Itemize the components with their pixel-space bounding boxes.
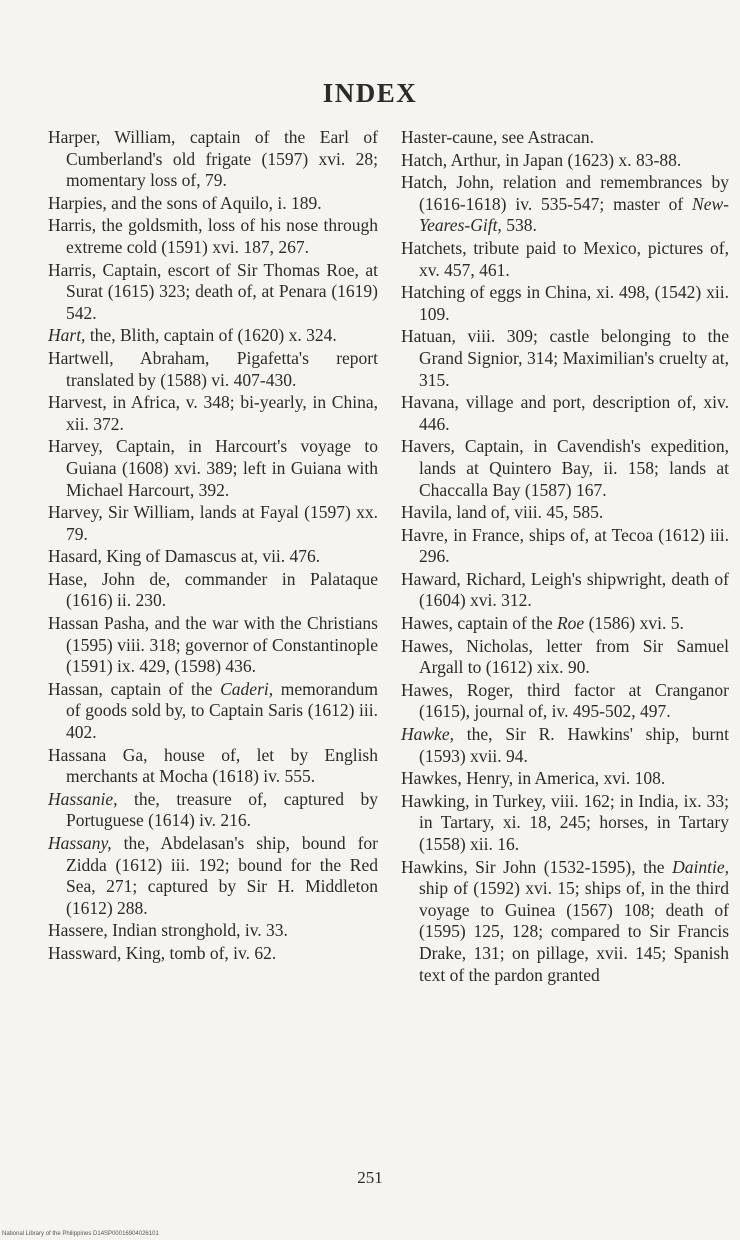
entry-text: Hassward, King, tomb of, iv. 62. xyxy=(48,942,277,963)
index-entry xyxy=(48,502,378,545)
entry-ship-name: Hart, xyxy=(48,325,86,346)
entry-text: Harris, the goldsmith, loss of his nose through extreme cold (1591) xvi. 187, 267. xyxy=(48,215,378,257)
entry-text: 538. xyxy=(501,215,537,236)
entry-ship-name: Hawke, xyxy=(401,724,454,745)
entry-text: the, Abdelasan's ship, bound for Zidda (1612) iii. 192; bound for the Red Sea, 271; captured by Sir H. Middleton (1612) 288. xyxy=(66,833,378,918)
entry-text: Hassana Ga, house of, let by English merchants at Mocha (1618) iv. 555. xyxy=(48,744,378,787)
index-entry xyxy=(48,943,378,965)
entry-text: Harpies, and the sons of Aquilo, i. 189. xyxy=(48,192,322,213)
index-entry xyxy=(48,392,378,435)
entry-text: Harris, Captain, escort of Sir Thomas Roe, at Surat (1615) 323; death of, at Penara (1619) 542. xyxy=(48,259,378,323)
entry-text: memorandum of goods sold by, to Captain Saris (1612) iii. 402. xyxy=(66,678,379,743)
index-entry xyxy=(48,833,378,919)
entry-text: Harvest, in Africa, v. 348; bi-yearly, in China, xii. 372. xyxy=(48,392,378,434)
entry-text: Hawkes, Henry, in America, xvi. 108. xyxy=(401,768,666,789)
entry-text: Hartwell, Abraham, Pigafetta's report translated by (1588) vi. 407-430. xyxy=(48,347,378,390)
library-footer: National Library of the Philippines D14SP00016904026101 xyxy=(2,1231,159,1237)
index-entry xyxy=(48,745,378,788)
index-entry xyxy=(401,502,729,524)
index-entry xyxy=(401,525,729,568)
index-entry xyxy=(48,789,378,832)
index-entry xyxy=(48,215,378,258)
entry-text: Harper, William, captain of the Earl of Cumberland's old frigate (1597) xvi. 28; momentary loss of, 79. xyxy=(48,127,378,191)
index-entry xyxy=(401,724,729,767)
index-entry xyxy=(401,326,729,391)
entry-ship-name: New-Yeares-Gift, xyxy=(419,193,729,236)
entry-ship-name: Hassanie, xyxy=(48,788,118,809)
entry-text: the, Blith, captain of (1620) x. 324. xyxy=(85,325,337,346)
index-entry xyxy=(401,172,729,237)
entry-text: Havre, in France, ships of, at Tecoa (1612) iii. 296. xyxy=(401,524,729,567)
index-entry xyxy=(48,348,378,391)
entry-text: (1586) xvi. 5. xyxy=(584,613,684,634)
index-entry xyxy=(48,325,378,347)
index-column-right xyxy=(401,127,729,987)
entry-text: Harvey, Captain, in Harcourt's voyage to Guiana (1608) xvi. 389; left in Guiana with Michael Harcourt, 392. xyxy=(48,436,378,500)
index-entry xyxy=(401,436,729,501)
index-entry xyxy=(48,546,378,568)
index-entry xyxy=(48,569,378,612)
entry-text: Havers, Captain, in Cavendish's expedition, lands at Quintero Bay, ii. 158; lands at Chaccalla Bay (1587) 167. xyxy=(401,436,729,500)
index-entry xyxy=(48,127,378,192)
entry-text: Hawes, Nicholas, letter from Sir Samuel Argall to (1612) xix. 90. xyxy=(401,635,729,678)
index-entry xyxy=(48,260,378,325)
entry-text: Hawes, captain of the xyxy=(401,613,557,634)
index-entry xyxy=(401,127,729,149)
entry-text: Hassan Pasha, and the war with the Christians (1595) viii. 318; governor of Constantinople (1591) ix. 429, (1598) 436. xyxy=(48,613,378,677)
index-entry xyxy=(401,150,729,172)
entry-ship-name: Daintie, xyxy=(672,856,729,877)
index-entry xyxy=(401,680,729,723)
entry-text: Hawking, in Turkey, viii. 162; in India, ix. 33; in Tartary, xi. 18, 245; horses, in Tartary (1558) xii. 16. xyxy=(401,790,729,854)
index-entry xyxy=(48,679,378,744)
entry-text: Hatch, John, relation and remembrances by (1616-1618) iv. 535-547; master of xyxy=(401,172,729,214)
index-entry xyxy=(401,569,729,612)
entry-text: Haster-caune, see Astracan. xyxy=(401,127,595,147)
page-number: 251 xyxy=(357,1168,383,1187)
index-entry xyxy=(401,392,729,435)
index-entry xyxy=(401,613,729,635)
entry-text: the, Sir R. Hawkins' ship, burnt (1593) xvii. 94. xyxy=(419,724,729,766)
index-entry xyxy=(401,282,729,325)
entry-text: Hatch, Arthur, in Japan (1623) x. 83-88. xyxy=(401,149,682,170)
index-entry xyxy=(401,238,729,281)
index-entry xyxy=(48,920,378,942)
index-entry xyxy=(48,436,378,501)
entry-text: Haward, Richard, Leigh's shipwright, death of (1604) xvi. 312. xyxy=(401,568,729,611)
index-entry xyxy=(401,768,729,790)
index-entry xyxy=(401,791,729,856)
index-entry xyxy=(48,193,378,215)
entry-ship-name: Roe xyxy=(556,613,585,634)
index-entry xyxy=(401,636,729,679)
entry-text: Havila, land of, viii. 45, 585. xyxy=(401,502,604,523)
index-entry xyxy=(401,857,729,987)
entry-text: Hawes, Roger, third factor at Cranganor (1615), journal of, iv. 495-502, 497. xyxy=(401,679,729,722)
entry-text: Hase, John de, commander in Palataque (1616) ii. 230. xyxy=(48,568,378,611)
entry-ship-name: Hassany, xyxy=(48,833,112,853)
entry-text: Hasard, King of Damascus at, vii. 476. xyxy=(48,546,321,567)
entry-text: Hatchets, tribute paid to Mexico, pictures of, xv. 457, 461. xyxy=(401,237,729,280)
entry-text: Hatching of eggs in China, xi. 498, (1542) xii. 109. xyxy=(401,282,729,324)
entry-text: Hawkins, Sir John (1532-1595), the xyxy=(401,856,673,877)
entry-text: Hassere, Indian stronghold, iv. 33. xyxy=(48,920,288,941)
entry-text: Hatuan, viii. 309; castle belonging to the Grand Signior, 314; Maximilian's cruelty at, 315. xyxy=(401,326,729,390)
index-entry xyxy=(48,613,378,678)
page-title: INDEX xyxy=(322,78,418,108)
entry-text: the, treasure of, captured by Portuguese (1614) iv. 216. xyxy=(66,788,378,831)
entry-ship-name: Caderi, xyxy=(220,678,274,699)
entry-text: Harvey, Sir William, lands at Fayal (1597) xx. 79. xyxy=(48,502,378,544)
entry-text: ship of (1592) xvi. 15; ships of, in the third voyage to Guinea (1567) 108; death of (1595) 125, 128; compared to Sir Francis Drake, 131; on pillage, xvii. 145; Spanish text of the pardon granted xyxy=(419,878,729,985)
entry-text: Hassan, captain of the xyxy=(48,678,221,699)
index-column-left xyxy=(48,127,378,966)
entry-text: Havana, village and port, description of, xiv. 446. xyxy=(401,392,729,434)
